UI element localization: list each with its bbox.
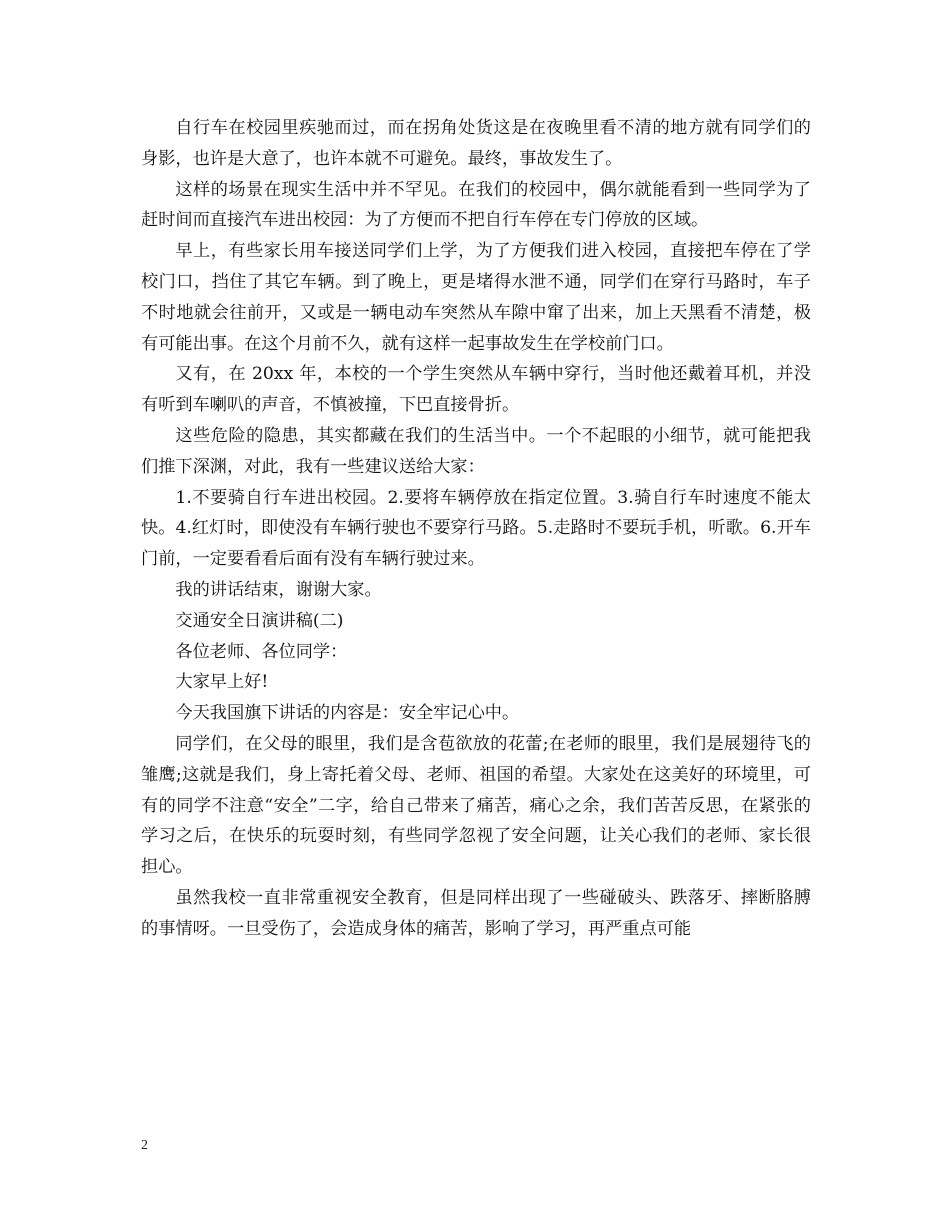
paragraph: 今天我国旗下讲话的内容是：安全牢记心中。: [175, 703, 520, 724]
paragraph: 又有，在 20xx 年，本校的一个学生突然从车辆中穿行，当时他还戴着耳机，并没有听到车喇叭的声音，不慎被撞，下巴直接骨折。: [141, 364, 811, 416]
page-body: [141, 113, 811, 945]
paragraph: 自行车在校园里疾驰而过，而在拐角处货这是在夜晚里看不清的地方就有同学们的身影，也许是大意了，也许本就不可避免。最终，事故发生了。: [141, 118, 811, 169]
page-number: 2: [141, 1138, 148, 1153]
suggestion-list-paragraph: 1.不要骑自行车进出校园。2.要将车辆停放在指定位置。3.骑自行车时速度不能太快。4.红灯时，即使没有车辆行驶也不要穿行马路。5.走路时不要玩手机，听歌。6.开车门前，一定要看看后面有没有车辆行驶过来。: [141, 487, 811, 570]
section-title: 交通安全日演讲稿(二): [175, 610, 344, 631]
greeting: 大家早上好!: [175, 672, 269, 693]
paragraph: 同学们，在父母的眼里，我们是含苞欲放的花蕾;在老师的眼里，我们是展翅待飞的雏鹰;这就是我们，身上寄托着父母、老师、祖国的希望。大家处在这美好的环境里，可有的同学不注意“安全”二字，给自己带来了痛苦，痛心之余，我们苦苦反思，在紧张的学习之后，在快乐的玩耍时刻，有些同学忽视了安全问题，让关心我们的老师、家长很担心。: [141, 733, 811, 878]
paragraph: 我的讲话结束，谢谢大家。: [175, 579, 382, 600]
paragraph: 这些危险的隐患，其实都藏在我们的生活当中。一个不起眼的小细节，就可能把我们推下深渊，对此，我有一些建议送给大家：: [141, 425, 811, 477]
salutation: 各位老师、各位同学：: [175, 641, 348, 662]
paragraph: 这样的场景在现实生活中并不罕见。在我们的校园中，偶尔就能看到一些同学为了赶时间而直接汽车进出校园：为了方便而不把自行车停在专门停放的区域。: [141, 179, 811, 231]
paragraph: 早上，有些家长用车接送同学们上学，为了方便我们进入校园，直接把车停在了学校门口，挡住了其它车辆。到了晚上，更是堵得水泄不通，同学们在穿行马路时，车子不时地就会往前开，又或是一辆电动车突然从车隙中窜了出来，加上天黑看不清楚，极有可能出事。在这个月前不久，就有这样一起事故发生在学校前门口。: [141, 241, 811, 354]
paragraph: 虽然我校一直非常重视安全教育，但是同样出现了一些碰破头、跌落牙、摔断胳膊的事情呀。一旦受伤了，会造成身体的痛苦，影响了学习，再严重点可能: [141, 887, 811, 939]
